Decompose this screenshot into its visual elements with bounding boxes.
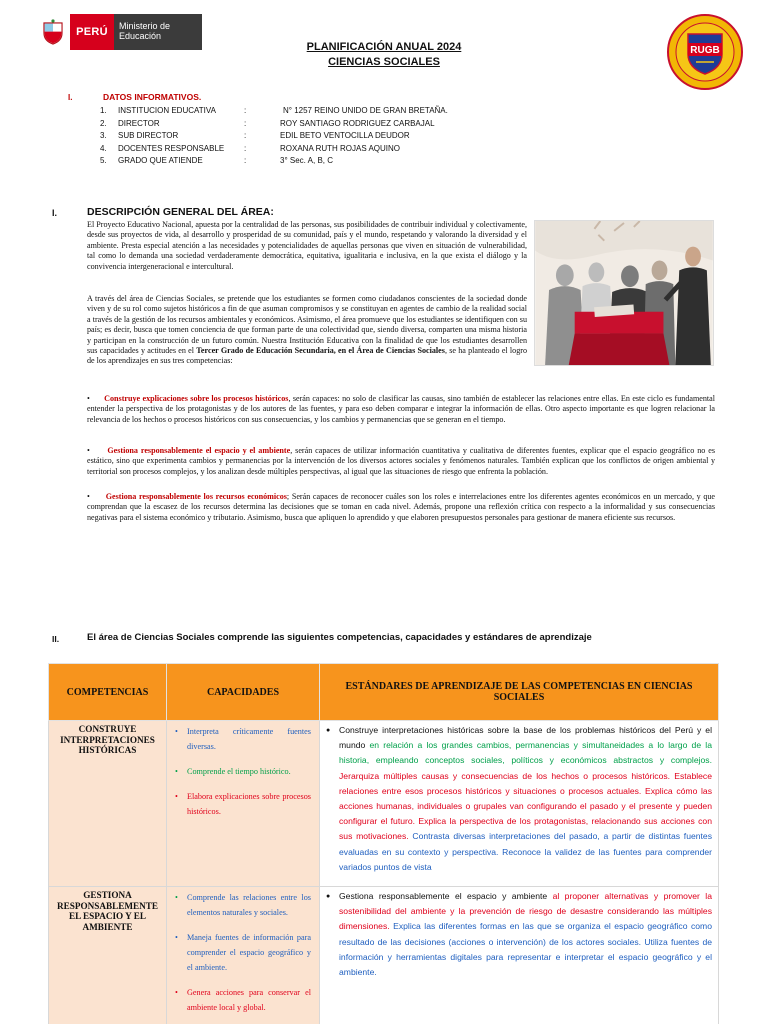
- capacidades-cell: [167, 721, 320, 887]
- capacidad-item: • Maneja fuentes de información para comprender el espacio geográfico y el ambiente.: [175, 930, 311, 975]
- estandar-text: Gestiona responsablemente el espacio y ambiente: [339, 891, 553, 901]
- capacidad-item: • Elabora explicaciones sobre procesos históricos.: [175, 789, 311, 819]
- estandar-item: [326, 723, 712, 875]
- competencia-title-2: Gestiona responsablemente el espacio y el ambiente: [107, 446, 291, 455]
- datos-heading: DATOS INFORMATIVOS.: [103, 92, 202, 102]
- paragraph-text: A través del área de Ciencias Sociales, se pretende que los estudiantes se formen como ciudadanos conscientes de la sociedad donde viven y de su rol como sujetos históricos a fin de que asuman compromisos y se constituyan en agentes de cambio de la realidad social a través de la gestión de los recursos ambientales y económicos. Asimismo, el área promueve que los estudiantes se identifiquen con su país; es decir, busca que tomen conciencia de que forman parte de una colectividad que, siendo diversa, comparten una misma historia y participan en la construcción de un futuro común. Nuestra Institución Educativa con la finalidad de que los estudiantes desarrollen sus capacidades y actitudes en el: [87, 294, 527, 356]
- crest-text: RUGB: [690, 45, 720, 56]
- capacidad-item: • Comprende el tiempo histórico.: [175, 764, 311, 779]
- descripcion-paragraph-1: El Proyecto Educativo Nacional, apuesta por la centralidad de las personas, sus posibilidades de contribuir individual y colectivamente, desde sus proyectos de vida, al desarrollo y prosperidad de su comunidad, país y el mundo, respetando y valorando la diversidad y el ambiente. Presta especial atención a las necesidades y potencialidades de aquellas personas que viven en situación de vulnerabilidad, tal como lo demanda una sociedad verdaderamente democrática, equitativa, igualitaria e inclusiva, en la que exista el diálogo y la convivencia intergeneracional e intercultural.: [87, 220, 527, 271]
- datos-label: GRADO QUE ATIENDE: [118, 156, 203, 165]
- datos-label: SUB DIRECTOR: [118, 131, 179, 140]
- grade-area-text: Tercer Grado de Educación Secundaria, en el Área de Ciencias Sociales: [196, 346, 445, 356]
- column-header: CAPACIDADES: [167, 664, 320, 721]
- datos-label: DIRECTOR: [118, 119, 160, 128]
- competencia-descripcion-3: • Gestiona responsablemente los recursos económicos; Serán capaces de reconocer cuáles son los roles e interrelaciones entre los diferentes agentes económicos en un mercado, y que comprendan que la escasez de los recursos determina las decisiones que se toman en cada nivel. Además, propone una reflexión crítica con respecto a la informalidad y sus consecuencias negativas para el sistema económico y tributario. Asimismo, busca que apliquen lo aprendido y que elaboren presupuestos personales para gestionar de manera eficiente sus recursos.: [87, 492, 716, 522]
- capacidades-cell: [167, 887, 320, 1024]
- datos-index: 5.: [100, 156, 107, 165]
- datos-sep: :: [244, 144, 247, 153]
- competencia-text-1: , serán capaces: no solo de clasificar las causas, sino también de establecer las relaciones entre ellas. En este ciclo es fundamental entender la perspectiva de los protagonistas y de los autores de las fuentes, y para eso deben comparar e integrar la información de ellas. Otro aspecto importante es que logren relacionar la relevancia de los hechos o procesos históricos con sus consecuencias, y los cambios y permanencias que se generan en el tiempo.: [87, 394, 715, 424]
- competencia-text-2: , serán capaces de utilizar información cuantitativa y cualitativa de diferentes fuentes, explicar que el espacio geográfico no es estático, sino que experimenta cambios y permanencias por la intervención de los diversos actores sociales y fenómenos naturales. También explican que los conflictos de origen ambiental y territorial son procesos complejos, y los analizan desde múltiples perspectivas, al igual que las situaciones de riesgo que enfrenta la población.: [87, 446, 715, 476]
- capacidad-item: • Comprende las relaciones entre los elementos naturales y sociales.: [175, 890, 311, 920]
- datos-sep: :: [244, 131, 247, 140]
- estandar-text: Construye interpretaciones históricas sobre la base de los problemas históricos del Perú y el mundo: [339, 725, 712, 751]
- page-subtitle: CIENCIAS SOCIALES: [328, 56, 440, 68]
- datos-index: 2.: [100, 119, 107, 128]
- datos-label: DOCENTES RESPONSABLE: [118, 144, 225, 153]
- datos-value: ROY SANTIAGO RODRIGUEZ CARBAJAL: [280, 119, 435, 128]
- datos-value: 3° Sec. A, B, C: [280, 156, 333, 165]
- datos-number: I.: [68, 93, 73, 102]
- competencia-text-3: ; Serán capaces de reconocer cuáles son los roles e interrelaciones entre los diferentes agentes económicos en un mercado, y que comprendan que la escasez de los recursos determina las decisiones que se toman en cada nivel. Además, propone una reflexión crítica con respecto a la informalidad y sus consecuencias negativas para el sistema económico y tributario. Asimismo, busca que apliquen lo aprendido y que elaboren presupuestos personales para gestionar de manera eficiente sus recursos.: [87, 492, 716, 522]
- estandar-cell: [320, 887, 719, 1024]
- logo-ministry: Ministerio de Educación: [114, 14, 202, 50]
- table-header-row: [49, 664, 719, 721]
- historical-painting-image: [534, 220, 714, 366]
- seccion2-number: II.: [52, 634, 60, 644]
- competencia-cell: CONSTRUYE INTERPRETACIONES HISTÓRICAS: [49, 721, 167, 887]
- estandar-text-blue: Explica las diferentes formas en las que se organiza el espacio geográfico como resultado de las decisiones (acciones o intervención) de los actores sociales. Utiliza fuentes de información y herramientas digitales para representar e interpretar el espacio geográfico y el ambiente.: [339, 921, 712, 978]
- datos-sep: :: [244, 119, 247, 128]
- competencia-descripcion-1: • Construye explicaciones sobre los procesos históricos, serán capaces: no solo de clasificar las causas, sino también de establecer las relaciones entre ellas. En este ciclo es fundamental entender la perspectiva de los protagonistas y de los autores de las fuentes, y para eso deben comparar e integrar la información de ellas. Otro aspecto importante es que logren relacionar la relevancia de los hechos o procesos históricos con sus consecuencias, y los cambios y permanencias que se generan en el tiempo.: [87, 394, 715, 424]
- datos-label: INSTITUCION EDUCATIVA: [118, 106, 216, 115]
- datos-value: ROXANA RUTH ROJAS AQUINO: [280, 144, 401, 153]
- datos-value: EDIL BETO VENTOCILLA DEUDOR: [280, 131, 410, 140]
- competencia-cell: GESTIONA RESPONSABLEMENTE EL ESPACIO Y EL AMBIENTE: [49, 887, 167, 1024]
- datos-index: 4.: [100, 144, 107, 153]
- competencia-descripcion-2: • Gestiona responsablemente el espacio y el ambiente, serán capaces de utilizar información cuantitativa y cualitativa de diferentes fuentes, explicar que el espacio geográfico no es estático, sino que experimenta cambios y permanencias por la intervención de los diversos actores sociales y fenómenos naturales. También explican que los conflictos de origen ambiental y territorial son procesos complejos, y los analizan desde múltiples perspectivas, al igual que las situaciones de riesgo que enfrenta la población.: [87, 446, 715, 476]
- datos-sep: :: [244, 106, 247, 115]
- estandar-text-red: Jerarquiza múltiples causas y consecuencias de los hechos o procesos históricos. Establece relaciones entre esos procesos históricos y situaciones o procesos actuales. Explica cómo las acciones humanas, individuales o grupales van configurando el pasado y el presente y pueden configurar el futuro. Explica la perspectiva de los protagonistas, relacionando sus acciones con sus motivaciones.: [339, 770, 712, 842]
- column-header: ESTÁNDARES DE APRENDIZAJE DE LAS COMPETENCIAS EN CIENCIAS SOCIALES: [320, 664, 719, 721]
- logo-country: PERÚ: [70, 14, 114, 50]
- datos-value: N° 1257 REINO UNIDO DE GRAN BRETAÑA.: [283, 106, 448, 115]
- seccion2-heading: El área de Ciencias Sociales comprende las siguientes competencias, capacidades y estándares de aprendizaje: [87, 632, 592, 643]
- competencias-table: [48, 663, 719, 1024]
- column-header: COMPETENCIAS: [49, 664, 167, 721]
- estandar-item: [326, 889, 712, 980]
- competencia-title-1: Construye explicaciones sobre los procesos históricos: [104, 394, 289, 403]
- descripcion-number: I.: [52, 208, 58, 218]
- datos-sep: :: [244, 156, 247, 165]
- capacidad-item: • Genera acciones para conservar el ambiente local y global.: [175, 985, 311, 1015]
- table-row: [49, 887, 719, 1024]
- descripcion-paragraph-2: [87, 294, 527, 367]
- page-title: PLANIFICACIÓN ANUAL 2024: [306, 41, 462, 53]
- datos-index: 1.: [100, 106, 107, 115]
- descripcion-heading: DESCRIPCIÓN GENERAL DEL ÁREA:: [87, 206, 274, 218]
- datos-index: 3.: [100, 131, 107, 140]
- capacidad-item: • Interpreta críticamente fuentes diversas.: [175, 724, 311, 754]
- table-row: [49, 721, 719, 887]
- competencia-title-3: Gestiona responsablemente los recursos económicos: [105, 492, 287, 501]
- estandar-cell: [320, 721, 719, 887]
- paragraph-text-end: , se ha planteado el logro de los aprendizajes en sus tres competencias:: [87, 346, 528, 366]
- estandar-text-blue: Contrasta diversas interpretaciones del pasado, a partir de distintas fuentes evaluadas en su contexto y perspectiva. Reconoce la validez de las fuentes para comprender variados puntos de vista: [339, 831, 712, 872]
- school-crest-icon: [666, 12, 744, 92]
- estandar-text-red: al proponer alternativas y promover la sostenibilidad del ambiente y la prevención de riesgo de desastre considerando las múltiples dimensiones.: [339, 891, 712, 932]
- estandar-text-green: en relación a los grandes cambios, permanencias y simultaneidades a lo largo de la historia, empleando conceptos sociales, políticos y económicos abstractos y complejos.: [339, 740, 712, 766]
